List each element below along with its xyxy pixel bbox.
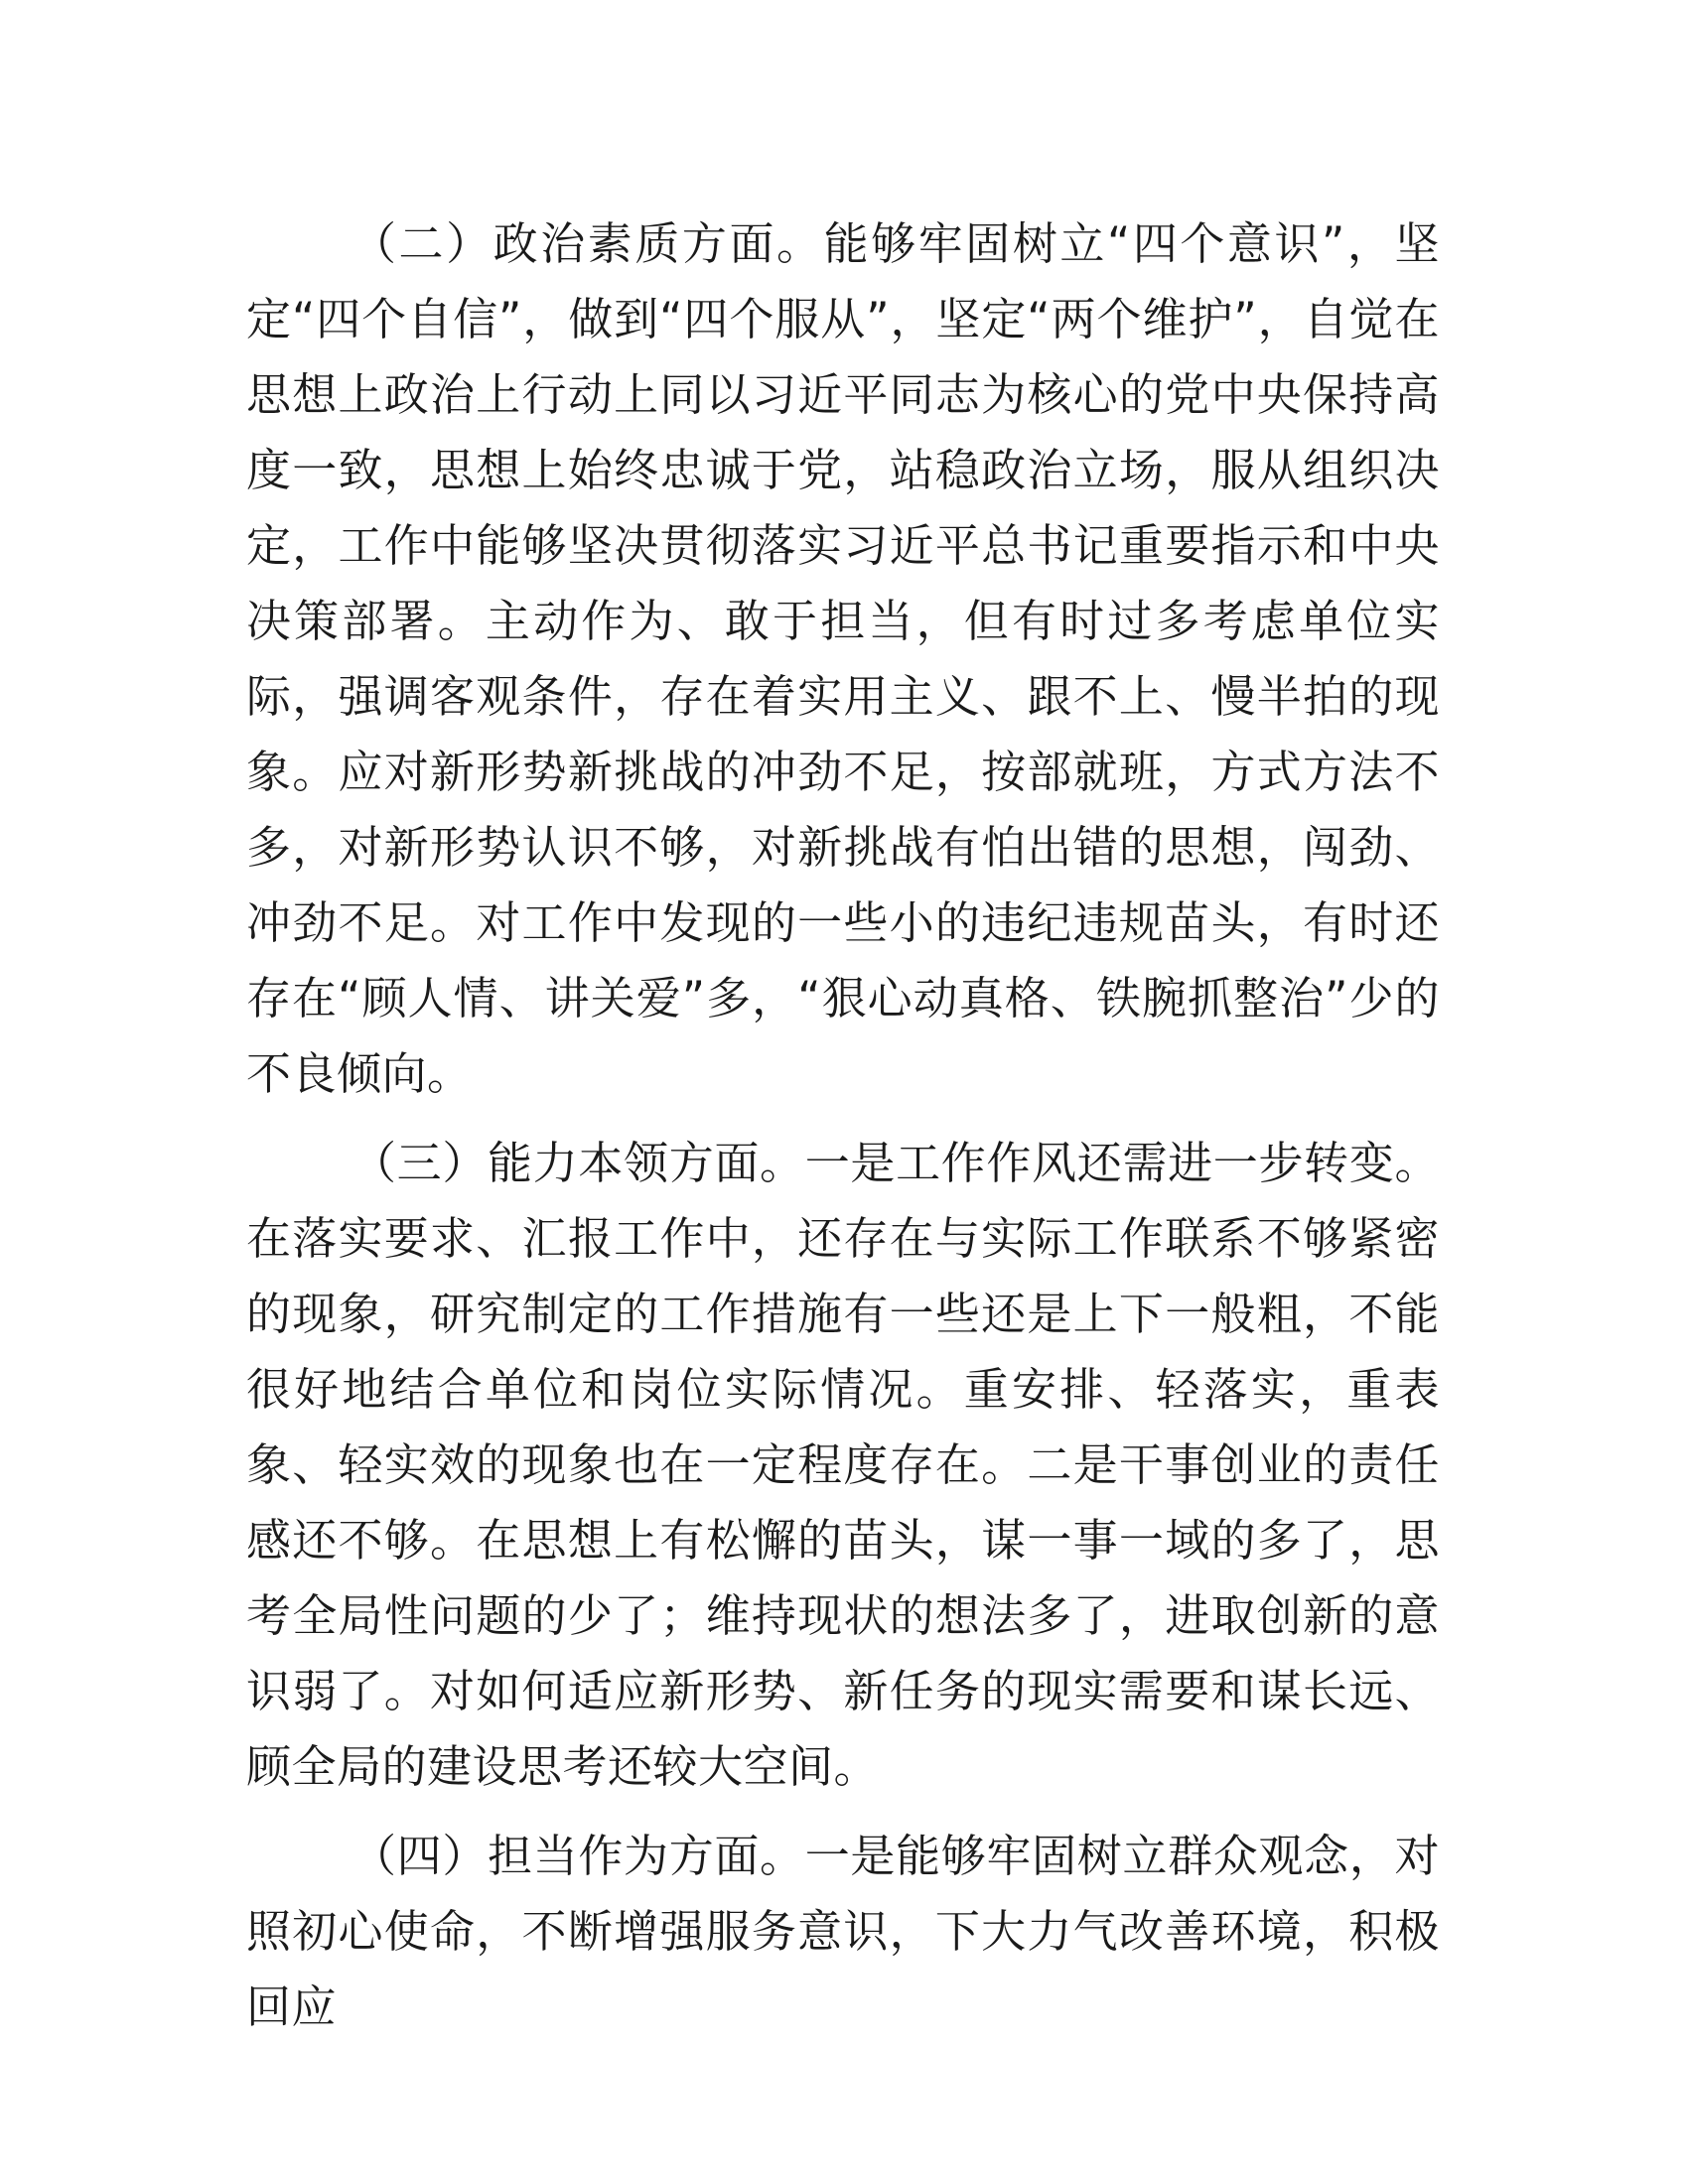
paragraph-responsibility: （四）担当作为方面。一是能够牢固树立群众观念，对照初心使命，不断增强服务意识，下大力气改善环境，积极回应: [246, 1830, 1440, 2033]
paragraph-political-quality: （二）政治素质方面。能够牢固树立“四个意识”，坚定“四个自信”，做到“四个服从”，坚定“两个维护”，自觉在思想上政治上行动上同以习近平同志为核心的党中央保持高度一致，思想上始终忠诚于党，站稳政治立场，服从组织决定，工作中能够坚决贯彻落实习近平总书记重要指示和中央决策部署。主动作为、敢于担当，但有时过多考虑单位实际，强调客观条件，存在着实用主义、跟不上、慢半拍的现象。应对新形势新挑战的冲劲不足，按部就班，方式方法不多，对新形势认识不够，对新挑战有怕出错的思想，闯劲、冲劲不足。对工作中发现的一些小的违纪违规苗头，有时还存在“顾人情、讲关爱”多，“狠心动真格、铁腕抓整治”少的不良倾向。: [246, 217, 1440, 1100]
paragraph-ability: （三）能力本领方面。一是工作作风还需进一步转变。在落实要求、汇报工作中，还存在与实际工作联系不够紧密的现象，研究制定的工作措施有一些还是上下一般粗，不能很好地结合单位和岗位实际情况。重安排、轻落实，重表象、轻实效的现象也在一定程度存在。二是干事创业的责任感还不够。在思想上有松懈的苗头，谋一事一域的多了，思考全局性问题的少了；维持现状的想法多了，进取创新的意识弱了。对如何适应新形势、新任务的现实需要和谋长远、顾全局的建设思考还较大空间。: [246, 1137, 1440, 1793]
document-body: [246, 206, 1440, 2059]
